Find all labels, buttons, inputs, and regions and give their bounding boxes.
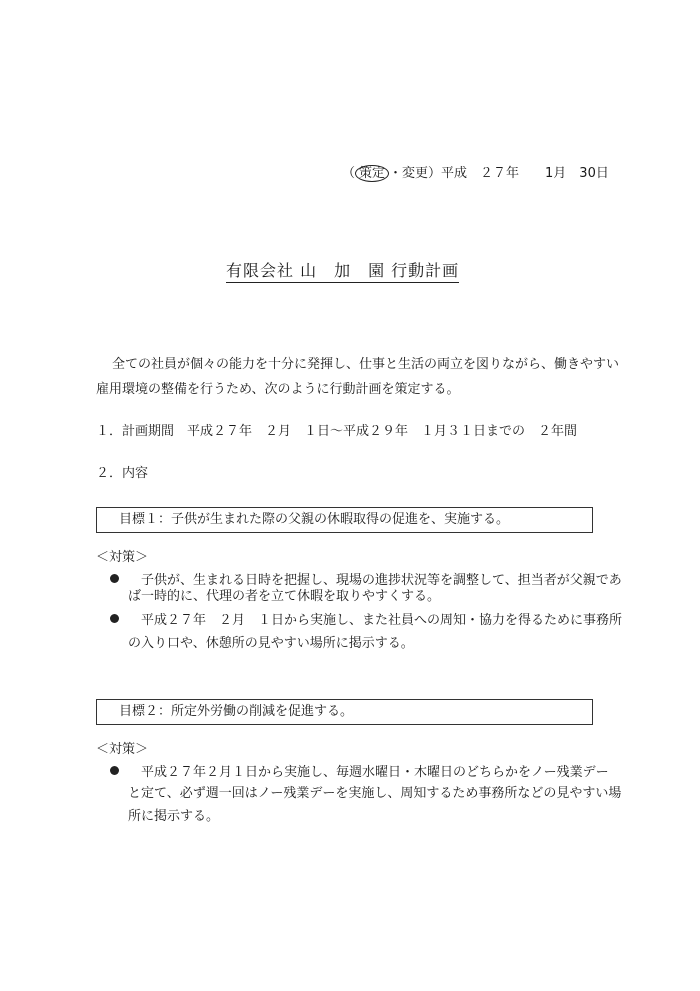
plan-status-line [342,162,609,182]
intro-line-1: 全ての社員が個々の能力を十分に発揮し、仕事と生活の両立を図りながら、働きやすい [112,357,620,372]
goal-2-item-1-line-3: 所に掲示する。 [128,809,220,824]
goal-2-label: 目標２：所定外労働の削減を促進する。 [119,704,354,719]
page-title: 有限会社 山 加 園 行動計画 [226,258,459,283]
goal-2-box [96,699,593,725]
status-circled-label: 策定 [355,165,389,182]
goal-1-label: 目標１：子供が生まれた際の父親の休暇取得の促進を、実施する。 [119,512,510,527]
intro-line-2: 雇用環境の整備を行うため、次のように行動計画を策定する。 [96,382,460,397]
status-suffix: ・変更）平成 ２７年 1月 30日 [389,166,609,181]
bullet-icon [110,574,119,583]
goal-2-measures-heading: ＜対策＞ [96,742,149,757]
goal-1-box [96,507,593,533]
goal-1-item-1-line-1: 子供が、生まれる日時を把握し、現場の進捗状況等を調整して、担当者が父親であ [141,573,622,588]
bullet-icon [110,614,119,623]
goal-1-item-2-line-1: 平成２７年 ２月 １日から実施し、また社員への周知・協力を得るために事務所 [141,613,623,628]
goal-2-item-1-line-2: と定て、必ず週一回はノー残業デーを実施し、周知するため事務所などの見やすい場 [128,786,622,801]
goal-1-item-1-line-2: ば一時的に、代理の者を立て休暇を取りやすくする。 [128,589,441,604]
goal-1-item-2-line-2: の入り口や、休憩所の見やすい場所に掲示する。 [128,636,414,651]
goal-1-measures-heading: ＜対策＞ [96,550,149,565]
contents-heading: ２．内容 [96,466,149,481]
goal-2-item-1-line-1: 平成２７年２月１日から実施し、毎週水曜日・木曜日のどちらかをノー残業デー [141,765,609,780]
plan-period: １．計画期間 平成２７年 ２月 １日～平成２９年 １月３１日までの ２年間 [96,424,578,439]
status-paren-open: （ [342,166,356,181]
bullet-icon [110,766,119,775]
